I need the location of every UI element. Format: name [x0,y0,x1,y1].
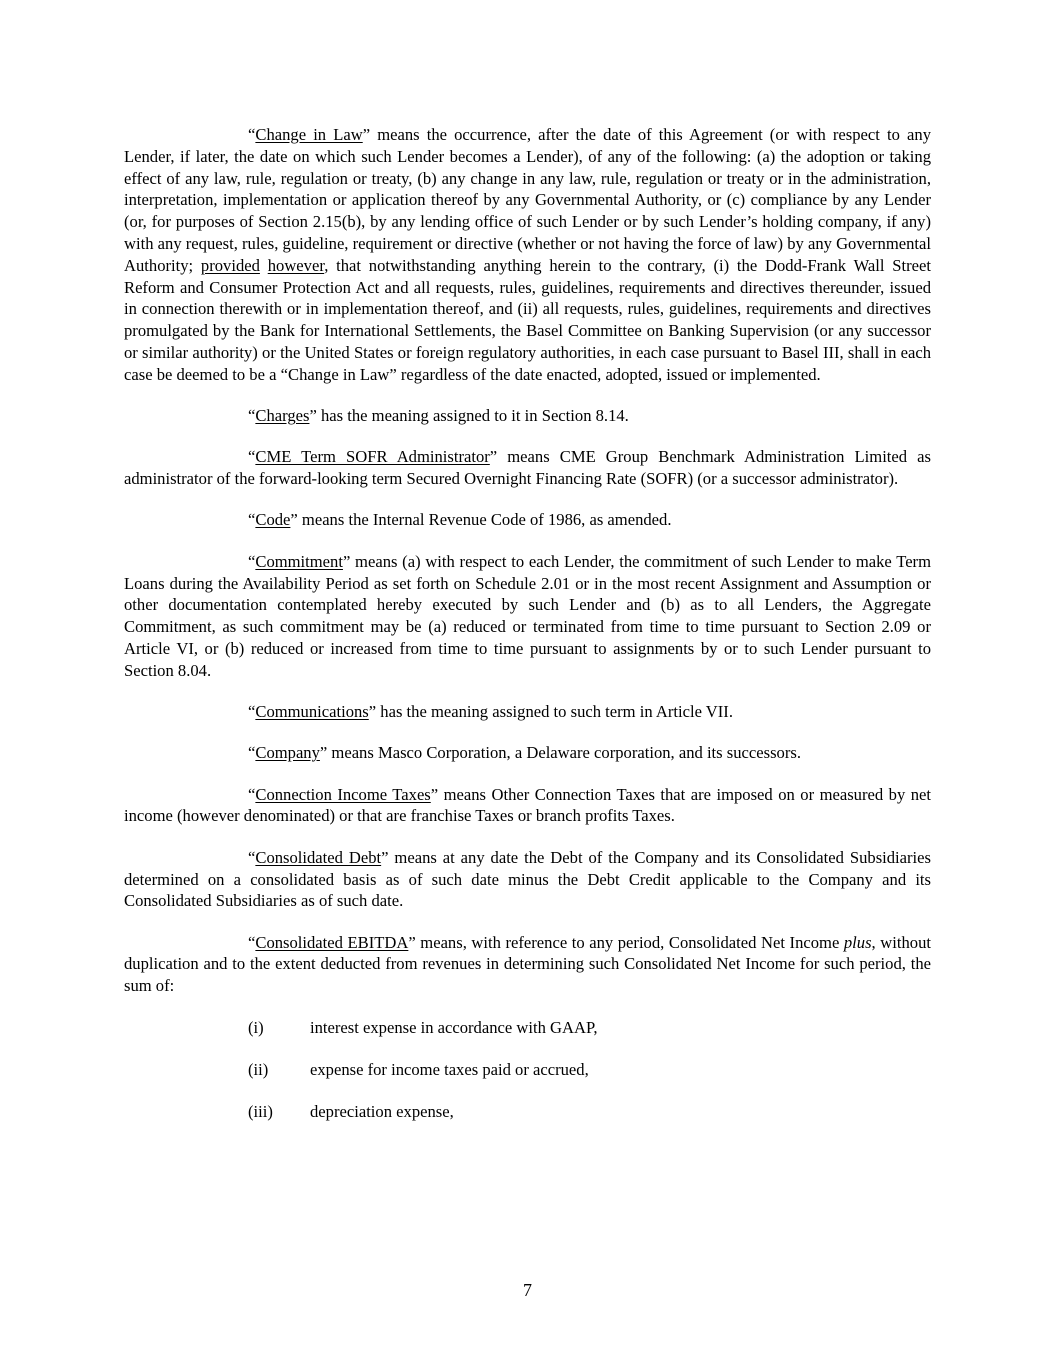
document-body [124,124,931,1143]
definition-communications [124,701,931,723]
definition-consolidated-debt [124,847,931,912]
defined-term: Code [255,510,291,530]
definition-text: ” means the occurrence, after the date of this Agreement (or with respect to any Lender, if later, the date on which such Lender becomes a Lender), of any of the following: (a) the adoption or taking effect of any law, rule, regulation or treaty, (b) any change in any law, rule, regulation or treaty or in the administration, interpretation, implementation or application thereof by any Governmental Authority, or (c) compliance by any Lender (or, for purposes of Section 2.15(b), by any lending office of such Lender or by such Lender’s holding company, if any) with any request, rules, guideline, requirement or directive (whether or not having the force of law) by any Governmental Authority; [124,125,932,275]
list-item-text: depreciation expense, [310,1101,454,1121]
list-item-number: (iii) [248,1101,273,1121]
definition-connection-income-taxes [124,784,931,828]
defined-term: Commitment [255,551,343,571]
definition-company [124,742,931,764]
defined-term: Communications [255,702,369,722]
definition-text: ” means (a) with respect to each Lender, the commitment of such Lender to make Term Loans during the Availability Period as set forth on Schedule 2.01 or in the most recent Assignment and Assumption or other documentation contemplated hereby executed by such Lender and (b) as to all Lenders, the Aggregate Commitment, as such commitment may be (a) reduced or terminated from time to time pursuant to Section 2.09 or Article VI, or (b) reduced or increased from time to time pursuant to assignments by or to such Lender pursuant to Section 8.04. [124,551,931,680]
provided-term: provided [200,255,260,275]
open-quote: “ [248,447,256,467]
definition-text: ” has the meaning assigned to it in Section 8.14. [309,406,629,426]
list-item [248,1101,931,1123]
defined-term: Connection Income Taxes [255,784,431,804]
definition-text: ” has the meaning assigned to such term in Article VII. [368,702,733,722]
definition-code [124,509,931,531]
list-item-text: interest expense in accordance with GAAP, [310,1017,598,1037]
definition-text: ” means CME Group Benchmark Administration Limited as administrator of the forward-looking term Secured Overnight Financing Rate (SOFR) (or a successor administrator). [124,447,931,489]
list-item-number: (ii) [248,1059,269,1079]
definition-text: ” means, with reference to any period, Consolidated Net Income [408,932,844,952]
definition-text: , that notwithstanding anything herein to the contrary, (i) the Dodd-Frank Wall Street Reform and Consumer Protection Act and all requests, rules, guidelines, requirements and directives thereunder, issued in connection therewith or in implementation thereof, and (ii) all requests, rules, guidelines, requirements and directives promulgated by the Bank for International Settlements, the Basel Committee on Banking Supervision (or any successor or similar authority) or the United States or foreign regulatory authorities, in each case pursuant to Basel III, shall in each case be deemed to be a “Change in Law” regardless of the date enacted, adopted, issued or implemented. [124,255,931,384]
definition-text: ” means Masco Corporation, a Delaware corporation, and its successors. [319,743,801,763]
definition-text: , without duplication and to the extent deducted from revenues in determining such Consolidated Net Income for such period, the sum of: [124,932,931,996]
page-number: 7 [523,1280,532,1300]
list-item-text: expense for income taxes paid or accrued, [310,1059,589,1079]
open-quote: “ [248,510,256,530]
list-item [248,1059,931,1081]
open-quote: “ [248,932,256,952]
however-term: however [267,255,325,275]
definition-text: ” means at any date the Debt of the Company and its Consolidated Subsidiaries determined on a consolidated basis as of such date minus the Debt Credit applicable to the Company and its Consolidated Subsidiaries as of such date. [124,847,931,911]
list-item-number: (i) [248,1017,264,1037]
list-item [248,1017,931,1039]
defined-term: Consolidated EBITDA [255,932,409,952]
open-quote: “ [248,125,256,144]
definition-commitment [124,551,931,682]
defined-term: Change in Law [255,125,363,144]
open-quote: “ [248,743,256,763]
definition-charges [124,405,931,427]
open-quote: “ [248,702,256,722]
definition-text: ” means the Internal Revenue Code of 1986, as amended. [290,510,672,530]
plus-term: plus [843,932,872,952]
defined-term: Consolidated Debt [255,847,382,867]
defined-term: CME Term SOFR Administrator [255,447,490,467]
definition-cme-term-sofr-administrator [124,446,931,490]
defined-term: Charges [255,406,310,426]
defined-term: Company [255,743,320,763]
open-quote: “ [248,784,256,804]
definition-text: ” means Other Connection Taxes that are imposed on or measured by net income (however denominated) or that are franchise Taxes or branch profits Taxes. [124,784,931,826]
definition-consolidated-ebitda [124,932,931,997]
open-quote: “ [248,406,256,426]
open-quote: “ [248,551,256,571]
open-quote: “ [248,847,256,867]
definition-change-in-law [124,124,931,386]
